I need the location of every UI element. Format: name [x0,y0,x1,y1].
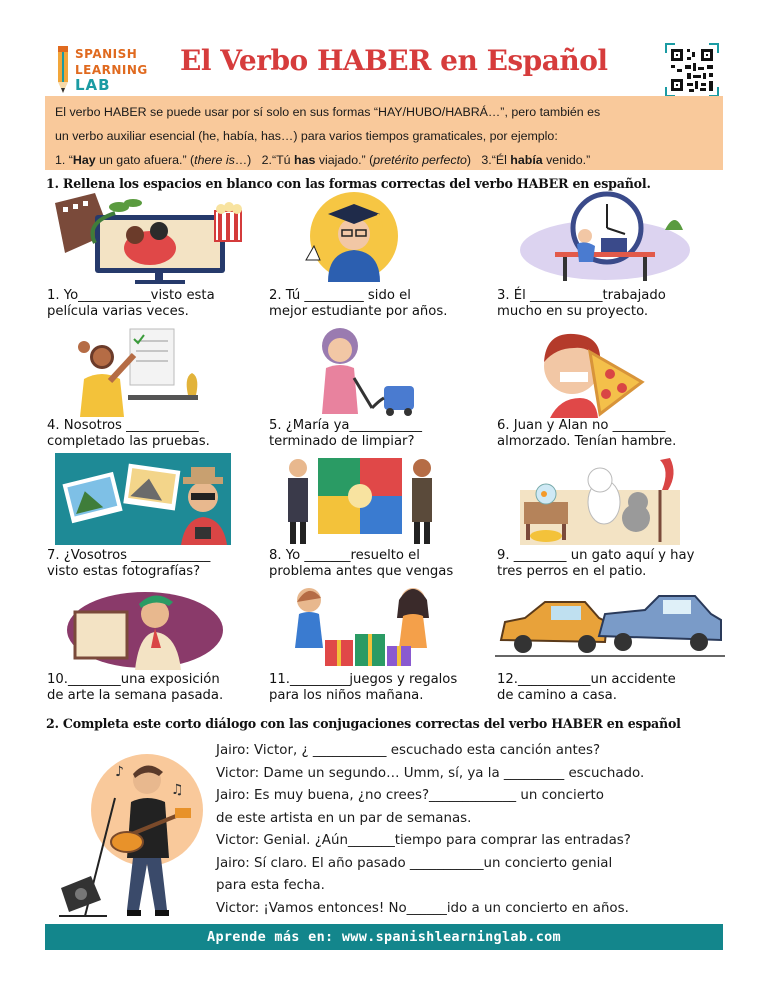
exercise-item-7 [47,548,210,580]
example-1-bold: Hay [72,153,96,167]
intro-line-2: un verbo auxiliar esencial (he, había, has…) para varios tiempos gramaticales, por ejemplo: [55,129,558,143]
example-2-start: 2.“Tú [261,153,295,167]
exercise-item-3 [497,288,666,320]
page-title: El Verbo HABER en Español [180,44,608,77]
example-1-italic: there is [194,153,235,167]
cat-and-dogs-illustration [520,450,680,545]
person-working-late-illustration [515,190,690,282]
traveler-photos-illustration [55,453,231,545]
logo-line-1: SPANISH [75,47,138,61]
example-3-start: 3.“Él [481,153,511,167]
exercise-item-8 [269,548,453,580]
exercise-item-7-line-1: 7. ¿Vosotros ____________ [47,548,211,563]
section-1-title: 1. Rellena los espacios en blanco con las formas correctas del verbo HABER en español. [46,176,651,191]
guitarist-singer-illustration [55,740,205,918]
example-1-end: …) [234,153,252,167]
exercise-item-11-line-2: para los niños mañana. [269,688,424,703]
example-1-num: 1. “ [55,153,73,167]
exercise-item-9-line-1: 9. ________ un gato aquí y hay [497,548,695,563]
dialog-line-6: Jairo: Sí claro. El año pasado ___________un concierto genial [216,855,613,871]
example-3-rest: venido.” [542,153,591,167]
logo-line-2: LEARNING [75,63,148,77]
exercise-item-12-line-1: 12.___________un accidente [497,672,676,687]
pencil-icon [55,44,71,94]
intro-box [45,96,723,170]
example-3-bold: había [510,153,543,167]
exercise-item-8-line-1: 8. Yo _______resuelto el [269,548,420,563]
exercise-item-4-line-2: completado las pruebas. [47,434,210,449]
exercise-item-1 [47,288,215,320]
student-finishing-tests-illustration [70,325,210,417]
example-2-italic: pretérito perfecto [373,153,467,167]
example-2-rest: viajado.” ( [315,153,374,167]
section-2-title: 2. Completa este corto diálogo con las conjugaciones correctas del verbo HABER en español [46,716,681,731]
exercise-item-1-line-2: película varias veces. [47,304,189,319]
dialog-line-7: para esta fecha. [216,878,325,893]
example-1-rest: un gato afuera.” ( [95,153,195,167]
dialog-line-5: Victor: Genial. ¿Aún_______tiempo para comprar las entradas? [216,833,631,848]
exercise-item-2-line-1: 2. Tú _________ sido el [269,288,411,303]
kids-with-gifts-illustration [285,578,445,670]
graduate-student-illustration [298,190,408,282]
exercise-item-11-line-1: 11._________juegos y regalos [269,672,458,687]
exercise-item-5-line-2: terminado de limpiar? [269,434,415,449]
girl-vacuuming-illustration [300,322,420,416]
exercise-item-7-line-2: visto estas fotografías? [47,564,201,579]
logo-line-3: LAB [75,76,111,94]
svg-text:♫: ♫ [171,782,184,798]
exercise-item-6-line-2: almorzado. Tenían hambre. [497,434,677,449]
dialog-line-2: Victor: Dame un segundo… Umm, sí, ya la _________ escuchado. [216,765,645,781]
boy-eating-pizza-illustration [530,322,650,418]
dialog-line-8: Victor: ¡Vamos entonces! No______ido a un concierto en años. [216,900,629,916]
exercise-item-2-line-2: mejor estudiante por años. [269,304,448,319]
example-2-end: ) [466,153,472,167]
qr-code-icon[interactable] [665,43,719,97]
exercise-item-8-line-2: problema antes que vengas [269,564,454,579]
spanish-learning-lab-logo [55,44,165,96]
example-2-bold: has [294,153,316,167]
exercise-item-3-line-2: mucho en su proyecto. [497,304,649,319]
exercise-item-1-line-1: 1. Yo___________visto esta [47,288,215,303]
dialog-line-3: Jairo: Es muy buena, ¿no crees?_____________ un concierto [216,788,604,803]
exercise-item-11 [269,672,457,704]
exercise-item-9-line-2: tres perros en el patio. [497,564,647,579]
exercise-item-6 [497,418,676,450]
exercise-item-4-line-1: 4. Nosotros ___________ [47,418,199,433]
exercise-item-12-line-2: de camino a casa. [497,688,617,703]
exercise-item-2 [269,288,447,320]
intro-line-1: El verbo HABER se puede usar por sí solo en sus formas “HAY/HUBO/HABRÁ…”, pero también es [55,105,601,119]
intro-examples [55,148,713,172]
footer-link[interactable]: Aprende más en: www.spanishlearninglab.com [45,924,723,950]
artist-exhibition-illustration [55,578,225,670]
exercise-item-10-line-2: de arte la semana pasada. [47,688,224,703]
exercise-item-5-line-1: 5. ¿María ya___________ [269,418,423,433]
dialog-text [216,740,726,920]
exercise-item-10 [47,672,223,704]
exercise-item-9 [497,548,694,580]
exercise-item-4 [47,418,210,450]
exercise-item-5 [269,418,422,450]
exercise-item-6-line-1: 6. Juan y Alan no ________ [497,418,666,433]
car-accident-illustration [495,592,725,660]
dialog-line-1: Jairo: Victor, ¿ ___________ escuchado esta canción antes? [216,743,601,758]
exercise-item-10-line-1: 10.________una exposición [47,672,220,687]
exercise-item-3-line-1: 3. Él ___________trabajado [497,288,666,303]
puzzle-solving-team-illustration [280,450,440,545]
exercise-item-12 [497,672,676,704]
couple-watching-movie-illustration [55,193,255,285]
dialog-line-4: de este artista en un par de semanas. [216,810,472,826]
svg-text:♪: ♪ [115,764,124,780]
